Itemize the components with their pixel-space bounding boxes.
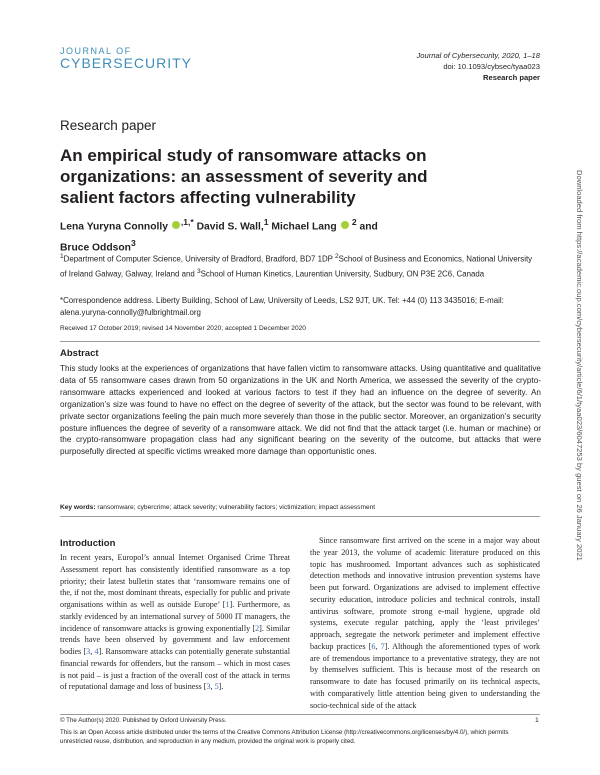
body-text: ]. Although the aforementioned types of work are of tremendous importance to a preventative strategy, they are not by themselves sufficient. This is because most of the research on ransomware to date has focused primarily on its technical aspects, with comparatively little attention being given to understanding the socio-technical side of the attack xyxy=(310,641,541,710)
reference-link[interactable]: 1 xyxy=(225,600,230,609)
body-text: ]. Furthermore, as starkly evidenced by an international survey of 5000 IT managers, the incidence of ransomware attacks is growing exponentially [ xyxy=(60,600,290,633)
abstract-heading: Abstract xyxy=(60,348,99,359)
affiliation-2: School of Business and Economics, National University of Ireland Galway, Galway, Ireland and xyxy=(60,254,533,279)
keywords-text: ransomware; cybercrime; attack severity; vulnerability factors; victimization; impact assessment xyxy=(95,504,376,511)
body-column-right xyxy=(310,535,540,711)
divider xyxy=(60,341,540,342)
affiliation-1: Department of Computer Science, University of Bradford, Bradford, BD7 1DP xyxy=(63,254,335,264)
author-3-affil: 2 xyxy=(349,217,357,227)
affil-mark: 1 xyxy=(60,253,64,260)
author-3: Michael Lang xyxy=(271,221,337,233)
download-note: Downloaded from https://academic.oup.com/cybersecurity/article/6/1/tyaa023/6047253 by guest on 26 January 2021 xyxy=(575,170,584,561)
download-watermark xyxy=(575,170,585,610)
article-dates: Received 17 October 2019; revised 14 November 2020; accepted 1 December 2020 xyxy=(60,325,306,332)
paper-title: An empirical study of ransomware attacks on organizations: an assessment of severity and salient factors affecting vulnerability xyxy=(60,146,428,207)
citation-block xyxy=(416,50,540,83)
body-text: , xyxy=(90,647,95,656)
reference-link[interactable]: 6 xyxy=(371,641,376,651)
footer-divider xyxy=(60,714,540,715)
correspondence: *Correspondence address. Liberty Building, School of Law, University of Leeds, LS2 9JT, UK. Tel: +44 (0) 113 3435016; E-mail: alena.yuryna-connolly@fulbrightmail.org xyxy=(60,296,504,318)
divider xyxy=(60,516,540,517)
body-text: In recent years, Europol’s annual Internet Organised Crime Threat Assessment report has consistently identified ransomware as a top priority; their latest bulletin states that ‘ransomware remains one of the, if not the, most dominant threats, especially for public and private organisations within as well as outside Europe’ [ xyxy=(60,553,290,609)
article-type: Research paper xyxy=(483,73,540,82)
logo-line-2: CYBERSECURITY xyxy=(60,55,193,71)
abstract-body: This study looks at the experiences of organizations that have fallen victim to ransomware attacks. Using quantitative and qualitative data of 55 ransomware cases drawn from 50 organizations in the UK and North America, we assessed the severity of the crypto-ransomware attacks experienced and looked at various factors to test if they had an influence on the degree of severity. An organization’s size was found to have no effect on the degree of severity of the attack, but the sector was found to be relevant, with private sector organizations feeling the pain much more severely than those in the public sector. Moreover, an organization’s security posture influences the degree of severity of a ransomware attack. We did not find that the attack target (i.e. human or machine) or the crypto-ransomware propagation class had any significant bearing on the severity of the outcome, but attacks that were purposefully directed at specific victims wreaked more damage than opportunistic ones. xyxy=(60,364,541,457)
orcid-icon[interactable] xyxy=(341,221,349,229)
reference-link[interactable]: 3 xyxy=(206,682,211,692)
author-4: Bruce Oddson xyxy=(60,242,131,254)
author-2: David S. Wall, xyxy=(196,221,264,233)
reference-link[interactable]: 4 xyxy=(94,647,99,656)
orcid-icon[interactable] xyxy=(172,221,180,229)
body-text: ]. Similar trends have been observed by government and law enforcement bodies [ xyxy=(60,623,290,656)
author-4-affil: 3 xyxy=(130,238,136,249)
reference-link[interactable]: 3 xyxy=(86,647,91,656)
affiliation-3: School of Human Kinetics, Laurentian University, Sudbury, ON P3E 2C6, Canada xyxy=(200,269,485,279)
reference-link[interactable]: 2 xyxy=(255,623,260,633)
keywords xyxy=(60,503,540,512)
journal-citation: Journal of Cybersecurity, 2020, 1–18 xyxy=(416,51,540,60)
affil-mark: 3 xyxy=(197,267,201,275)
page-number: 1 xyxy=(535,717,539,724)
logo-line-1: JOURNAL OF xyxy=(60,46,132,56)
journal-logo xyxy=(60,46,192,71)
section-heading-introduction: Introduction xyxy=(60,538,116,549)
author-1: Lena Yuryna Connolly xyxy=(60,221,168,233)
reference-link[interactable]: 5 xyxy=(214,682,219,692)
author-2-affil: 1 xyxy=(263,217,269,227)
author-conjunction: and xyxy=(359,221,378,233)
body-text: ]. xyxy=(218,682,224,692)
section-label: Research paper xyxy=(60,118,157,133)
copyright: © The Author(s) 2020. Published by Oxford University Press. xyxy=(60,717,227,724)
keywords-label: Key words: xyxy=(60,504,96,511)
affil-mark: 2 xyxy=(335,253,339,260)
body-column-left xyxy=(60,552,290,693)
body-text: Since ransomware first arrived on the scene in a major way about the year 2013, the volume of academic literature produced on this topic has mushroomed. Important advances such as sophisticated detection methods and innovative intrusion prevention systems have been put forward. Organizations are advised to implement effective security education, introduce policies and technical controls, install antivirus software, promote strong e-mail hygiene, upgrade old systems, execute regular patching, apply the ‘least privileges’ approach, segregate the network perimeter and implement effective backup practices [ xyxy=(310,536,540,651)
body-text: , xyxy=(375,641,381,651)
reference-link[interactable]: 7 xyxy=(380,641,385,651)
body-text: ]. Ransomware attacks can potentially generate substantial financial rewards for offenders, but the ransom – which in most cases is not paid – is just a fraction of the overall cost of the attack in terms of reputational damage and loss of business [ xyxy=(60,647,291,692)
doi[interactable]: doi: 10.1093/cybsec/tyaa023 xyxy=(443,62,540,71)
affiliations xyxy=(60,251,540,281)
license-note: This is an Open Access article distributed under the terms of the Creative Commons Attribution License (http://creativecommons.org/licenses/by/4.0/), which permits unrestricted reuse, distribution, and reproduction in any medium, provided the original work is properly cited. xyxy=(60,729,509,745)
author-1-affil: ,1,* xyxy=(180,217,194,227)
body-text: , xyxy=(210,682,215,692)
